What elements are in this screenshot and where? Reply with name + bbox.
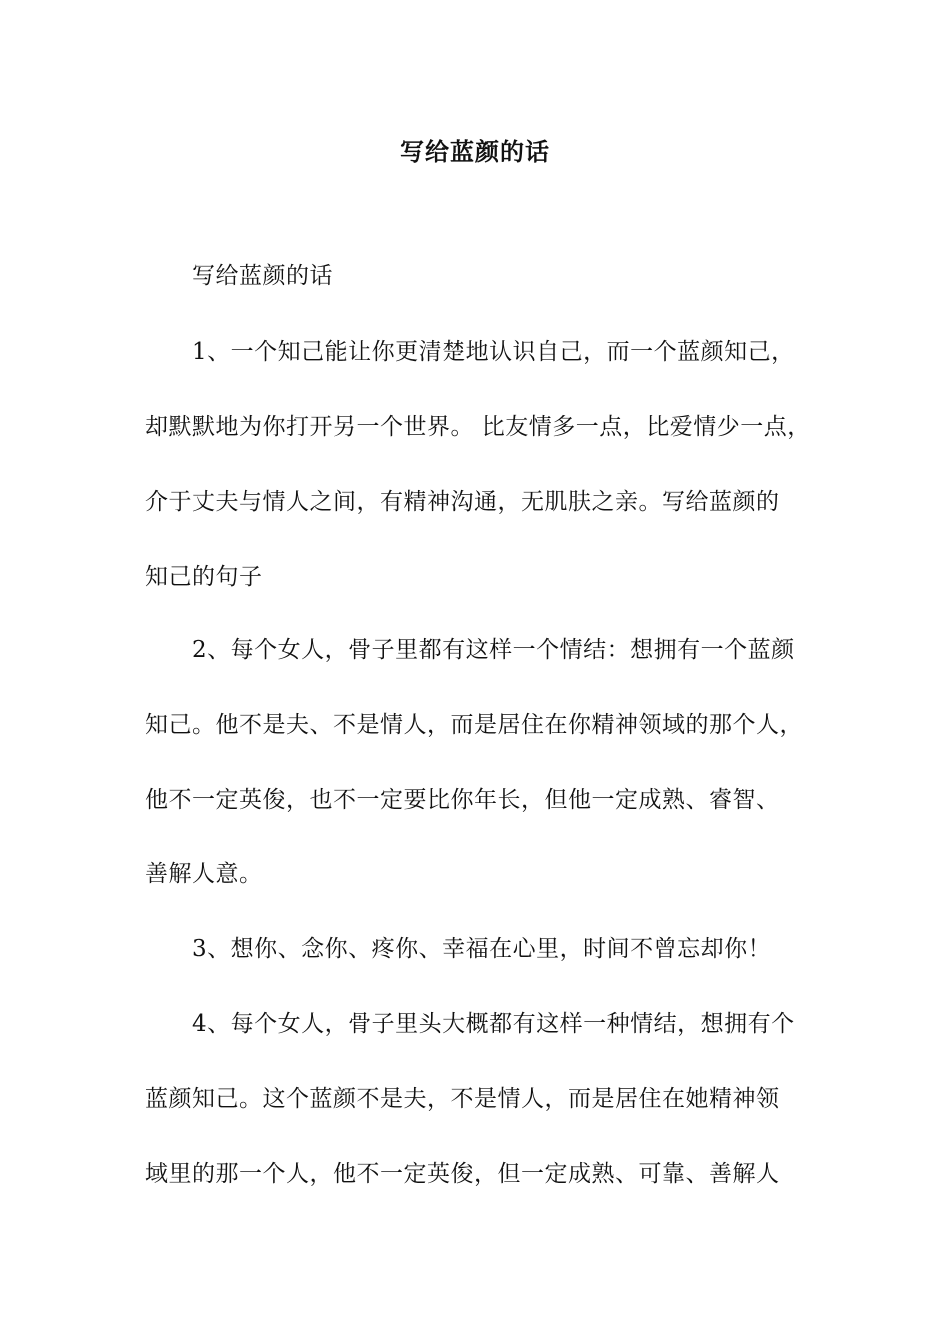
body-line: 2、每个女人，骨子里都有这样一个情结：想拥有一个蓝颜 [192, 637, 795, 663]
body-line: 1、一个知己能让你更清楚地认识自己，而一个蓝颜知己， [192, 339, 795, 365]
body-line: 他不一定英俊，也不一定要比你年长，但他一定成熟、睿智、 [145, 787, 780, 813]
body-line: 4、每个女人，骨子里头大概都有这样一种情结，想拥有个 [192, 1011, 795, 1037]
document-title: 写给蓝颜的话 [400, 137, 550, 166]
body-line: 知己。他不是夫、不是情人，而是居住在你精神领域的那个人， [145, 712, 803, 738]
body-line: 域里的那一个人，他不一定英俊，但一定成熟、可靠、善解人 [145, 1161, 780, 1187]
body-line: 3、想你、念你、疼你、幸福在心里，时间不曾忘却你！ [192, 936, 772, 962]
body-line: 蓝颜知己。这个蓝颜不是夫，不是情人，而是居住在她精神领 [145, 1086, 780, 1112]
body-line: 知己的句子 [145, 564, 263, 590]
body-line: 介于丈夫与情人之间，有精神沟通，无肌肤之亲。写给蓝颜的 [145, 489, 780, 515]
body-subtitle: 写给蓝颜的话 [192, 263, 333, 289]
body-line: 却默默地为你打开另一个世界。 比友情多一点，比爱情少一点， [145, 414, 811, 440]
body-line: 善解人意。 [145, 861, 263, 887]
